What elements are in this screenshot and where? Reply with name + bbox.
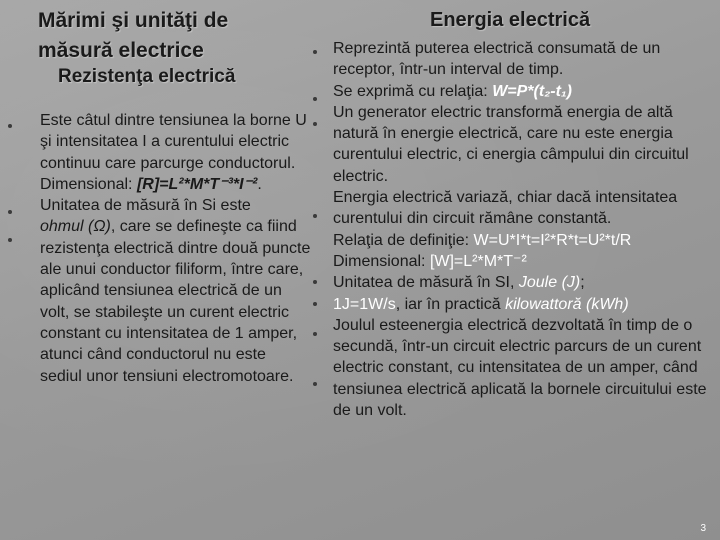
ohm-definition: , care se defineşte ca fiind rezistenţa electrică dintre două puncte ale unui conductor filiform, între care, aplicând tensiunea electrică de un volt, se stabileşte un curent electric constant cu intensitatea de 1 amper, atunci când conductorul nu este sediul unor tensiuni electromotoare. (40, 218, 311, 385)
definition-relation (333, 230, 718, 251)
energy-formula: W=P*(t₂-t₁) (492, 82, 572, 100)
joule-definition: Joulul esteenergia electrică dezvoltată în timp de o secundă, într-un circuit electric parcurs de un curent electric constant, cu intensitatea de un amper, când tensiunea electrică aplicată la bornele circuitului este de un volt. (333, 316, 707, 420)
bullet-dot (313, 280, 317, 284)
kwh-unit: kilowattoră (kWh) (505, 295, 629, 313)
slide-title-left: Mărimi şi unităţi de măsură electrice (38, 9, 229, 62)
bullet-dot (313, 302, 317, 306)
bullet-dot (313, 332, 317, 336)
dimensional-suffix: . (257, 175, 262, 193)
generator-text: Un generator electric transformă energia de altă natură în energie electrică, care nu este energia curentului electric, ci energia câmpului din circuitul electric. (333, 103, 689, 185)
unit-label: Unitatea de măsură în SI, (333, 274, 519, 292)
bullet-dot (313, 50, 317, 54)
relation-label: Se exprimă cu relaţia: (333, 82, 493, 100)
joule-equivalence: 1J=1W/s (333, 295, 396, 313)
slide-title-right: Energia electrică (430, 9, 591, 31)
resistance-formula: [R]=L²*M*T⁻³*I⁻² (136, 175, 258, 193)
resistance-definition: Este câtul dintre tensiunea la borne U şi intensitatea I a curentului electric continuu care parcurge conductorul. (40, 112, 307, 172)
definition-formula: W=U*I*t=I²*R*t=U²*t/R (473, 231, 632, 249)
energy-variation-text: Energia electrică variază, chiar dacă intensitatea curentului din circuit rămâne constantă. (333, 189, 678, 228)
energy-unit (333, 272, 718, 315)
bullet-dot (8, 238, 12, 242)
bullet-dot (8, 124, 12, 128)
page-number: 3 (700, 523, 706, 534)
section-heading-resistance: Rezistenţa electrică (58, 66, 236, 87)
bullet-dot (313, 122, 317, 126)
energy-definition: Reprezintă puterea electrică consumată de un receptor, într-un interval de timp. (333, 40, 661, 79)
bullet-dot (313, 382, 317, 386)
energy-text (333, 38, 718, 421)
unit-separator: ; (580, 274, 585, 292)
energy-relation (333, 81, 718, 102)
dimensional-label: Dimensional: (40, 175, 137, 193)
resistance-unit-definition (40, 216, 312, 386)
definition-label: Relaţia de definiţie: (333, 231, 474, 249)
resistance-unit-line: Unitatea de măsură în Si este (40, 197, 251, 215)
practical-label: , iar în practică (395, 295, 506, 313)
resistance-text (40, 110, 312, 387)
ohm-term: ohmul (Ω) (40, 218, 111, 236)
resistance-dimensional (40, 174, 312, 195)
bullet-dot (8, 210, 12, 214)
dimensional-label-right: Dimensional: (333, 252, 430, 270)
joule-unit: Joule (J) (518, 274, 581, 292)
energy-dimension-formula: [W]=L²*M*T⁻² (429, 252, 527, 270)
bullet-dot (313, 97, 317, 101)
bullet-dot (313, 214, 317, 218)
energy-dimensional (333, 251, 718, 272)
